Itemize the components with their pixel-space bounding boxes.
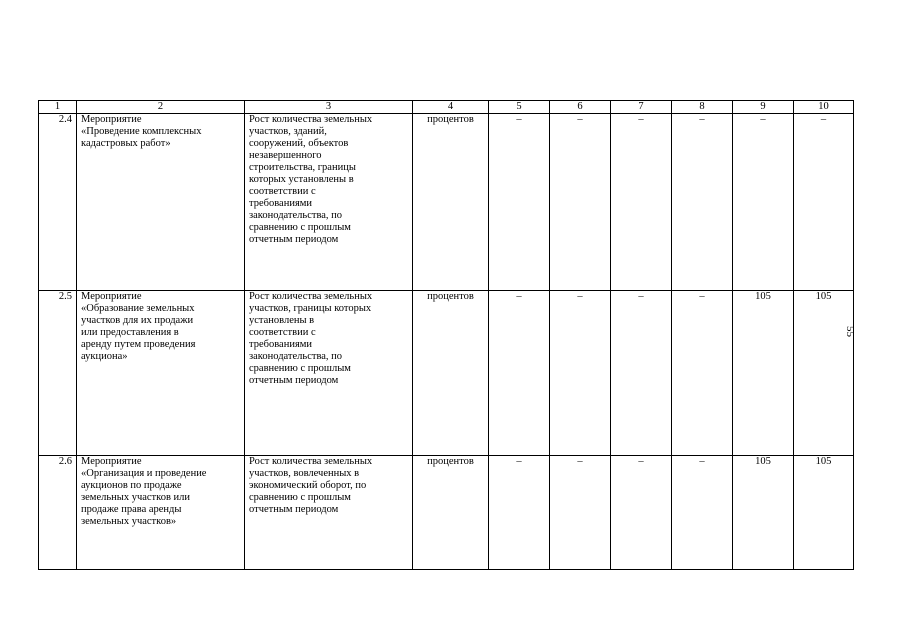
measure-name-line: «Образование земельных xyxy=(81,303,195,314)
table-row xyxy=(39,456,854,570)
measure-name xyxy=(77,456,245,570)
column-number: 6 xyxy=(550,101,611,114)
value-cell: 105 xyxy=(733,456,794,570)
value-cell: 105 xyxy=(794,291,854,456)
indicator-description-line: участков, вовлеченных в xyxy=(249,468,360,479)
column-number: 3 xyxy=(245,101,413,114)
measure-name-line: продаже права аренды xyxy=(81,504,182,515)
value-cell: – xyxy=(794,114,854,291)
indicator-description-line: участков, границы которых xyxy=(249,303,372,314)
measure-name-line: Мероприятие xyxy=(81,114,142,125)
indicator-description-line: отчетным периодом xyxy=(249,375,339,386)
value-cell: 105 xyxy=(733,291,794,456)
table-row xyxy=(39,114,854,291)
measure-name-line: или предоставления в xyxy=(81,327,179,338)
measure-name-line: Мероприятие xyxy=(81,291,142,302)
indicator-description-line: которых установлены в xyxy=(249,174,354,185)
measure-name-line: аукциона» xyxy=(81,351,128,362)
column-number: 1 xyxy=(39,101,77,114)
value-cell: – xyxy=(611,114,672,291)
indicator-description-line: требованиями xyxy=(249,339,313,350)
measure-name xyxy=(77,291,245,456)
measure-name-line: земельных участков или xyxy=(81,492,191,503)
column-number: 7 xyxy=(611,101,672,114)
indicator-description-line: законодательства, по xyxy=(249,210,343,221)
value-cell: – xyxy=(550,456,611,570)
column-number: 10 xyxy=(794,101,854,114)
value-cell: 105 xyxy=(794,456,854,570)
indicator-description-line: Рост количества земельных xyxy=(249,291,373,302)
row-number: 2.4 xyxy=(39,114,77,291)
indicator-description-line: установлены в xyxy=(249,315,315,326)
measure-name-line: аукционов по продаже xyxy=(81,480,182,491)
indicator-description-line: законодательства, по xyxy=(249,351,343,362)
value-cell: – xyxy=(672,456,733,570)
unit: процентов xyxy=(413,456,489,570)
value-cell: – xyxy=(489,291,550,456)
measures-table xyxy=(38,100,854,570)
indicator-description-line: сравнению с прошлым xyxy=(249,492,351,503)
indicator-description-line: отчетным периодом xyxy=(249,504,339,515)
indicator-description-line: отчетным периодом xyxy=(249,234,339,245)
column-number-row xyxy=(39,101,854,114)
indicator-description-line: сравнению с прошлым xyxy=(249,222,351,233)
value-cell: – xyxy=(611,456,672,570)
column-number: 4 xyxy=(413,101,489,114)
table-row xyxy=(39,291,854,456)
value-cell: – xyxy=(672,114,733,291)
indicator-description-line: незавершенного xyxy=(249,150,322,161)
indicator-description-line: сооружений, объектов xyxy=(249,138,349,149)
row-number: 2.6 xyxy=(39,456,77,570)
indicator-description-line: участков, зданий, xyxy=(249,126,327,137)
column-number: 2 xyxy=(77,101,245,114)
value-cell: – xyxy=(672,291,733,456)
measure-name-line: «Организация и проведение xyxy=(81,468,207,479)
indicator-description-line: сравнению с прошлым xyxy=(249,363,351,374)
value-cell: – xyxy=(489,114,550,291)
measure-name-line: Мероприятие xyxy=(81,456,142,467)
value-cell: – xyxy=(550,114,611,291)
indicator-description-line: требованиями xyxy=(249,198,313,209)
measure-name-line: участков для их продажи xyxy=(81,315,194,326)
measure-name-line: «Проведение комплексных xyxy=(81,126,202,137)
column-number: 9 xyxy=(733,101,794,114)
indicator-description-line: соответствии с xyxy=(249,327,316,338)
column-number: 5 xyxy=(489,101,550,114)
indicator-description-line: строительства, границы xyxy=(249,162,356,173)
indicator-description xyxy=(245,114,413,291)
unit: процентов xyxy=(413,114,489,291)
unit: процентов xyxy=(413,291,489,456)
value-cell: – xyxy=(550,291,611,456)
page-number: 55 xyxy=(844,326,856,337)
indicator-description xyxy=(245,456,413,570)
measure-name-line: земельных участков» xyxy=(81,516,177,527)
measure-name-line: кадастровых работ» xyxy=(81,138,171,149)
measure-name xyxy=(77,114,245,291)
row-number: 2.5 xyxy=(39,291,77,456)
indicator-description-line: Рост количества земельных xyxy=(249,114,373,125)
value-cell: – xyxy=(733,114,794,291)
indicator-description-line: Рост количества земельных xyxy=(249,456,373,467)
indicator-description-line: экономический оборот, по xyxy=(249,480,367,491)
column-number: 8 xyxy=(672,101,733,114)
value-cell: – xyxy=(489,456,550,570)
measure-name-line: аренду путем проведения xyxy=(81,339,196,350)
indicator-description-line: соответствии с xyxy=(249,186,316,197)
indicator-description xyxy=(245,291,413,456)
value-cell: – xyxy=(611,291,672,456)
